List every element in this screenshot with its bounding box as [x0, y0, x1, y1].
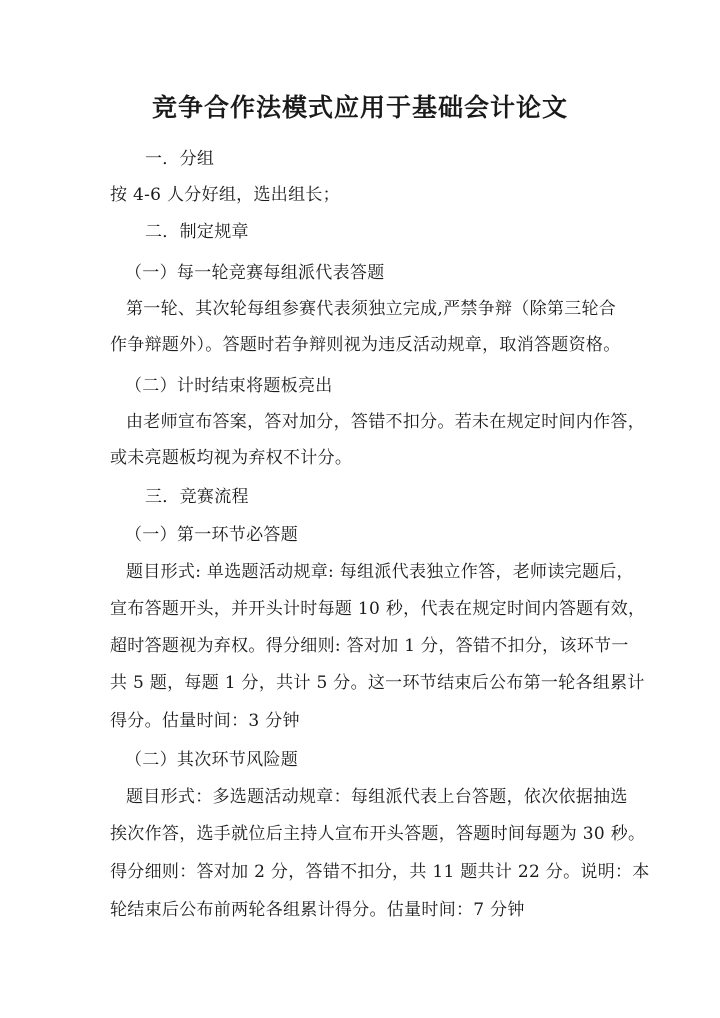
paragraph-line: 题目形式：多选题活动规章：每组派代表上台答题，依次依据抽选 — [126, 787, 628, 807]
paragraph-line: 宣布答题开头，并开头计时每题 10 秒，代表在规定时间内答题有效， — [110, 599, 646, 619]
paragraph-line: 超时答题视为弃权。得分细则: 答对加 1 分，答错不扣分，该环节一 — [110, 636, 629, 656]
section-heading-flow: 三．竞赛流程 — [145, 487, 249, 507]
paragraph-line: 得分细则：答对加 2 分，答错不扣分，共 11 题共计 22 分。说明：本 — [110, 862, 650, 882]
paragraph-line: 第一轮、其次轮每组参赛代表须独立完成,严禁争辩（除第三轮合 — [126, 299, 617, 319]
paragraph-line: 得分。估量时间：3 分钟 — [110, 711, 300, 731]
paragraph-line: 按 4-6 人分好组，选出组长； — [110, 185, 340, 205]
section-heading-rules: 二．制定规章 — [145, 222, 249, 242]
subsection-heading: （一）第一环节必答题 — [125, 525, 298, 545]
document-title: 竞争合作法模式应用于基础会计论文 — [151, 93, 568, 122]
subsection-heading: （二）计时结束将题板亮出 — [125, 376, 333, 396]
paragraph-line: 轮结束后公布前两轮各组累计得分。估量时间：7 分钟 — [110, 900, 525, 920]
paragraph-line: 题目形式: 单选题活动规章: 每组派代表独立作答，老师读完题后， — [126, 562, 634, 582]
paragraph-line: 共 5 题，每题 1 分，共计 5 分。这一环节结束后公布第一轮各组累计 — [110, 673, 645, 693]
section-heading-grouping: 一．分组 — [145, 149, 215, 169]
subsection-heading: （一）每一轮竞赛每组派代表答题 — [125, 263, 385, 283]
paragraph-line: 作争辩题外）。答题时若争辩则视为违反活动规章，取消答题资格。 — [110, 335, 621, 355]
paragraph-line: 挨次作答，选手就位后主持人宣布开头答题，答题时间每题为 30 秒。 — [110, 824, 646, 844]
paragraph-line: 由老师宣布答案，答对加分，答错不扣分。若未在规定时间内作答， — [126, 412, 645, 432]
paragraph-line: 或未亮题板均视为弃权不计分。 — [110, 448, 353, 468]
subsection-heading: （二）其次环节风险题 — [125, 750, 298, 770]
